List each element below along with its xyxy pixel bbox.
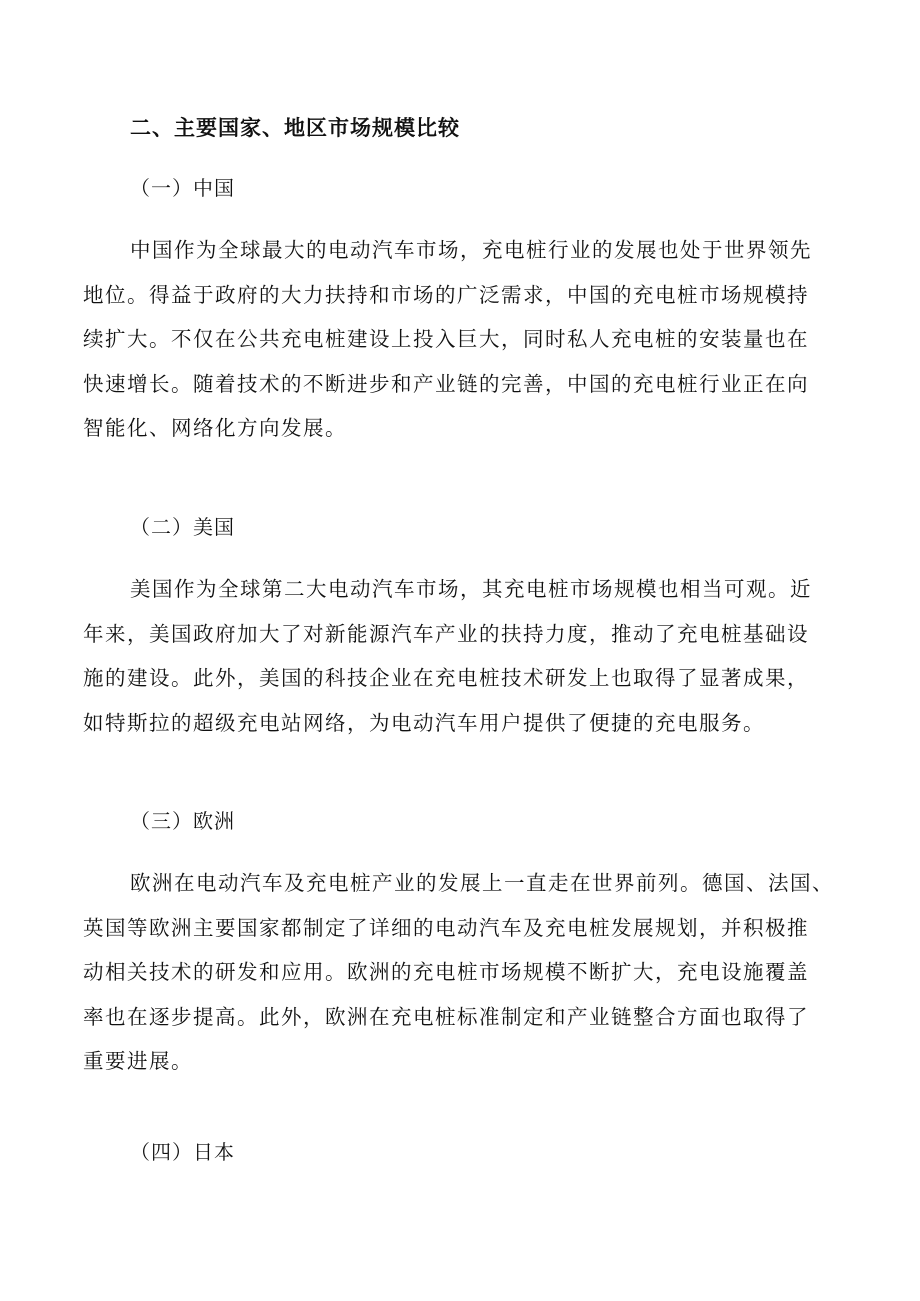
subheading-japan: （四）日本 bbox=[130, 1140, 235, 1164]
paragraph-line: 年来，美国政府加大了对新能源汽车产业的扶持力度，推动了充电桩基础设 bbox=[83, 621, 809, 646]
paragraph-line: 英国等欧洲主要国家都制定了详细的电动汽车及充电桩发展规划，并积极推 bbox=[83, 915, 809, 940]
paragraph-europe bbox=[83, 861, 853, 1084]
subheading-china: （一）中国 bbox=[130, 176, 235, 200]
paragraph-line: 续扩大。不仅在公共充电桩建设上投入巨大，同时私人充电桩的安装量也在 bbox=[83, 327, 809, 352]
subheading-usa: （二）美国 bbox=[130, 515, 235, 539]
section-heading: 二、主要国家、地区市场规模比较 bbox=[130, 115, 460, 140]
subheading-europe: （三）欧洲 bbox=[130, 809, 235, 833]
paragraph-line: 重要进展。 bbox=[83, 1049, 193, 1074]
paragraph-line: 地位。得益于政府的大力扶持和市场的广泛需求，中国的充电桩市场规模持 bbox=[83, 282, 809, 307]
paragraph-line: 快速增长。随着技术的不断进步和产业链的完善，中国的充电桩行业正在向 bbox=[83, 371, 809, 396]
paragraph-line: 施的建设。此外，美国的科技企业在充电桩技术研发上也取得了显著成果， bbox=[83, 666, 809, 691]
paragraph-line: 中国作为全球最大的电动汽车市场，充电桩行业的发展也处于世界领先 bbox=[130, 238, 812, 262]
paragraph-line: 欧洲在电动汽车及充电桩产业的发展上一直走在世界前列。德国、法国、 bbox=[130, 871, 834, 895]
paragraph-china bbox=[83, 228, 853, 451]
paragraph-line: 美国作为全球第二大电动汽车市场，其充电桩市场规模也相当可观。近 bbox=[130, 577, 812, 601]
paragraph-line: 动相关技术的研发和应用。欧洲的充电桩市场规模不断扩大，充电设施覆盖 bbox=[83, 960, 809, 985]
paragraph-line: 智能化、网络化方向发展。 bbox=[83, 416, 347, 441]
paragraph-line: 如特斯拉的超级充电站网络，为电动汽车用户提供了便捷的充电服务。 bbox=[83, 710, 765, 735]
paragraph-usa bbox=[83, 567, 853, 745]
paragraph-line: 率也在逐步提高。此外，欧洲在充电桩标准制定和产业链整合方面也取得了 bbox=[83, 1004, 809, 1029]
